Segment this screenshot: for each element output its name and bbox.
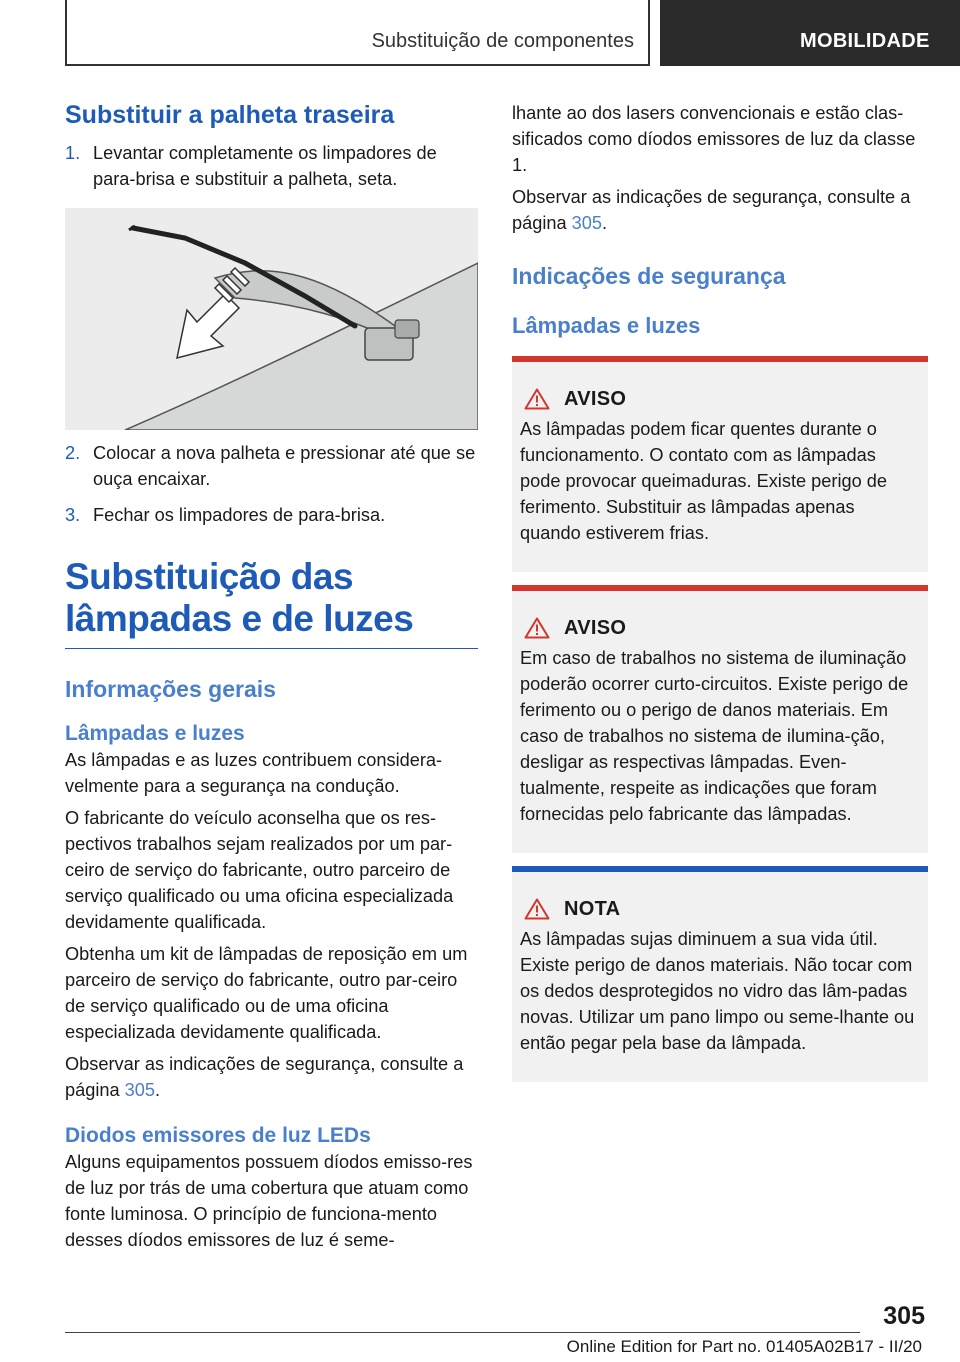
note-box	[512, 866, 928, 1082]
heading-general-info: Informações gerais	[65, 676, 276, 702]
rear-wiper-illustration	[65, 208, 478, 430]
heading-lamps-and-lights: Lâmpadas e luzes	[65, 722, 245, 745]
main-heading-wrap	[65, 556, 478, 649]
warning-triangle-icon	[524, 617, 550, 639]
step-2	[65, 440, 478, 492]
header-chapter-title: MOBILIDADE	[800, 30, 930, 52]
paragraph-safety-reference: Observar as indicações de segurança, consulte a página 305.	[65, 1054, 464, 1100]
paragraph-lamps-safety: As lâmpadas e as luzes contribuem considera-velmente para a segurança na condução.	[65, 750, 443, 796]
step-text: Levantar completamente os limpadores de para-brisa e substituir a palheta, seta.	[93, 143, 437, 189]
footer-divider	[65, 1332, 860, 1333]
heading-lamps-and-lights: Lâmpadas e luzes	[512, 313, 701, 338]
paragraph-manufacturer-advice: O fabricante do veículo aconselha que os res-pectivos trabalhos sejam realizados por um par-ceiro de serviço do fabricante, outro parceiro de serviço qualificado ou uma oficina especializada devidamente qualificada.	[65, 808, 454, 932]
footer-edition: Online Edition for Part no. 01405A02B17 - II/20	[566, 1337, 922, 1356]
page-link[interactable]: 305	[124, 1080, 156, 1100]
box-text: As lâmpadas podem ficar quentes durante o funcionamento. O contato com as lâmpadas pode provocar queimaduras. Existe perigo de ferimento. Substituir as lâmpadas apenas quando estiverem frias.	[520, 419, 888, 543]
wiper-diagram-icon	[65, 208, 478, 430]
box-title: AVISO	[564, 387, 627, 410]
box-text: Em caso de trabalhos no sistema de iluminação poderão ocorrer curto-circuitos. Existe perigo de ferimento ou o perigo de danos materiais. Em caso de trabalhos no sistema de ilumina-ção, desligar as respectivas lâmpadas. Even-tualmente, respeite as indicações que foram fornecidas pelo fabricante das lâmpadas.	[520, 648, 909, 824]
main-heading-lamps: Substituição das lâmpadas e de luzes	[65, 556, 414, 639]
box-text: As lâmpadas sujas diminuem a sua vida útil. Existe perigo de danos materiais. Não tocar com os dedos desprotegidos no vidro das lâm-padas novas. Utilizar um pano limpo ou seme-lhante ou então pegar pela base da lâmpada.	[520, 929, 915, 1053]
paragraph-safety-reference: Observar as indicações de segurança, consulte a página 305.	[512, 187, 911, 233]
step-1	[65, 140, 478, 192]
paragraph-replacement-kit: Obtenha um kit de lâmpadas de reposição em um parceiro de serviço do fabricante, outro par-ceiro de serviço qualificado ou de uma oficina especializada devidamente qualificada.	[65, 944, 468, 1042]
heading-safety-notes: Indicações de segurança	[512, 263, 786, 289]
box-title: AVISO	[564, 616, 627, 639]
paragraph-led: Alguns equipamentos possuem díodos emisso-res de luz por trás de uma cobertura que atuam como fonte luminosa. O princípio de funciona-mento desses díodos emissores de luz é seme-	[65, 1152, 473, 1250]
warning-triangle-icon	[524, 898, 550, 920]
warning-box-2	[512, 585, 928, 853]
header-chapter-tab	[660, 0, 960, 66]
paragraph-led-continued: lhante ao dos lasers convencionais e estão clas-sificados como díodos emissores de luz da classe 1.	[512, 103, 916, 175]
step-text: Fechar os limpadores de para-brisa.	[93, 505, 386, 525]
step-number: 3.	[65, 505, 81, 525]
page-link[interactable]: 305	[571, 213, 603, 233]
left-column	[65, 100, 478, 1253]
warning-triangle-icon	[524, 388, 550, 410]
warning-box-1	[512, 356, 928, 572]
box-title: NOTA	[564, 897, 621, 920]
heading-led: Diodos emissores de luz LEDs	[65, 1124, 371, 1147]
header-section-title: Substituição de componentes	[371, 30, 634, 52]
heading-rear-wiper: Substituir a palheta traseira	[65, 101, 395, 129]
step-number: 1.	[65, 143, 81, 163]
step-number: 2.	[65, 443, 81, 463]
right-column	[512, 100, 928, 1082]
step-text: Colocar a nova palheta e pressionar até que se ouça encaixar.	[93, 443, 476, 489]
header-section-tab	[65, 0, 650, 66]
step-3	[65, 502, 478, 528]
page-number: 305	[883, 1302, 925, 1330]
